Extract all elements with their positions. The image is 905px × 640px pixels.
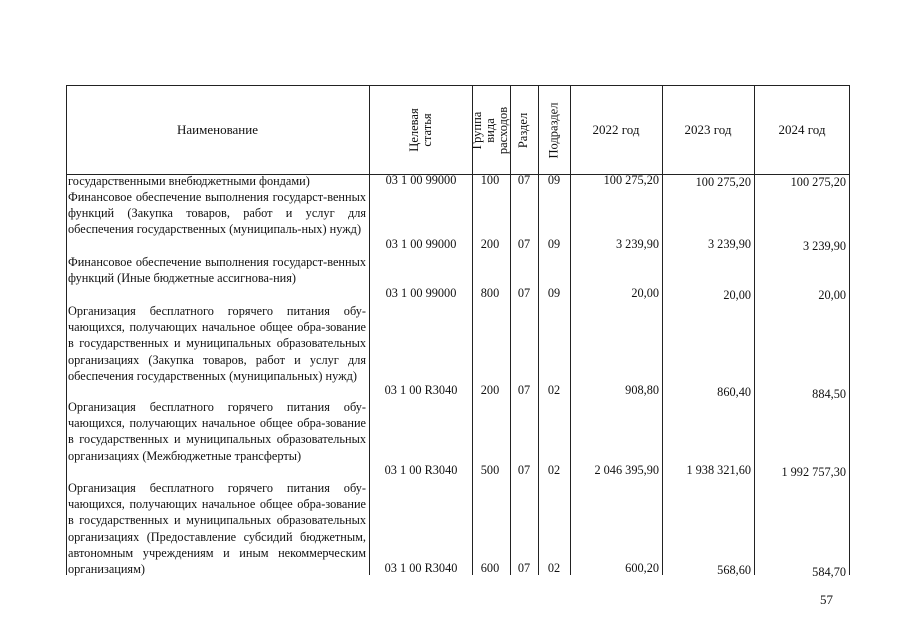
row-2024: 20,00 [818,288,846,302]
header-section [510,86,538,174]
row-2024: 1 992 757,30 [781,465,846,479]
header-code [369,86,472,174]
row-name: Финансовое обеспечение выполнения государст-венных функций (Иные бюджетные ассигнова-ния) [68,255,366,286]
row-2024: 100 275,20 [790,175,846,189]
row-subsection: 09 [547,237,561,251]
row-2022: 20,00 [631,286,659,300]
row-subsection: 09 [547,173,561,187]
header-2022: 2022 год [592,122,640,137]
row-section: 07 [517,173,531,187]
row-2024: 3 239,90 [802,239,846,253]
row-section: 07 [517,383,531,397]
row-code: 03 1 00 R3040 [384,561,458,575]
row-code: 03 1 00 99000 [385,286,457,300]
row-group: 800 [480,286,500,300]
row-subsection: 09 [547,286,561,300]
row-code: 03 1 00 R3040 [384,463,458,477]
table-header [66,85,850,175]
row-2022: 2 046 395,90 [594,463,659,477]
header-group-label: Группа вида расходов [470,106,511,154]
row-2023: 3 239,90 [707,237,751,251]
row-2022: 908,80 [625,383,659,397]
row-section: 07 [517,463,531,477]
header-2024: 2024 год [778,122,826,137]
header-2023: 2023 год [684,122,732,137]
row-section: 07 [517,237,531,251]
row-name: Организация бесплатного горячего питания обу-чающихся, получающих начальное общее обра-зование в государственных и муниципальных образовательных организациях (Межбюджетные трансферты) [68,400,366,463]
row-2022: 3 239,90 [615,237,659,251]
header-section-label: Раздел [516,112,531,148]
row-group: 200 [480,383,500,397]
row-name: Организация бесплатного горячего питания обу-чающихся, получающих начальное общее обра-зование в государственных и муниципальных образовательных организациях (Предоставление субсидий бюджетным, автономным учреждениям и иным некоммерческим организациям) [68,481,366,577]
row-code: 03 1 00 R3040 [384,383,458,397]
header-name: Наименование [177,122,258,137]
row-code: 03 1 00 99000 [385,237,457,251]
page-number: 57 [820,592,833,607]
header-group [472,86,510,174]
row-group: 100 [480,173,500,187]
row-name: Организация бесплатного горячего питания обу-чающихся, получающих начальное общее обра-зование в государственных и муниципальных образовательных организациях (Закупка товаров, работ и услуг для обеспечения государственных (муниципальных) нужд) [68,304,366,383]
budget-table [66,85,850,579]
header-subsection [538,86,570,174]
row-2023: 860,40 [717,385,751,399]
row-section: 07 [517,561,531,575]
row-2023: 568,60 [717,563,751,577]
row-2022: 100 275,20 [603,173,659,187]
header-code-label: Целевая статья [406,108,434,152]
row-subsection: 02 [547,383,561,397]
row-section: 07 [517,286,531,300]
row-name: государственными внебюджетными фондами) [68,174,310,188]
row-name: Финансовое обеспечение выполнения государст-венных функций (Закупка товаров, работ и услуг для обеспечения государственных (муниципаль-ных) нужд) [68,190,366,237]
row-group: 500 [480,463,500,477]
row-code: 03 1 00 99000 [385,173,457,187]
row-subsection: 02 [547,463,561,477]
row-2023: 100 275,20 [695,175,751,189]
row-group: 600 [480,561,500,575]
row-subsection: 02 [547,561,561,575]
header-subsection-label: Подраздел [546,102,561,158]
row-2022: 600,20 [625,561,659,575]
row-2023: 20,00 [723,288,751,302]
row-2024: 884,50 [812,387,846,401]
row-2023: 1 938 321,60 [686,463,751,477]
row-group: 200 [480,237,500,251]
row-2024: 584,70 [812,565,846,579]
